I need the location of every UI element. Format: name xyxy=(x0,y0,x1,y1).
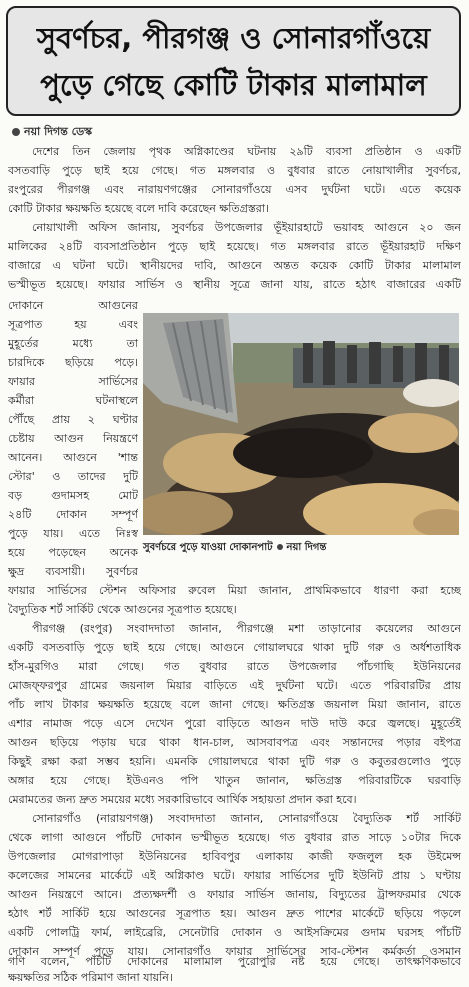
text-line: বড় গুদামসহ মোট xyxy=(8,489,138,502)
text-line: সোনারগাঁও (নারায়ণগঞ্জ) সংবাদদাতা জানান, সোনারগাঁওয়ে বৈদ্যুতিক শর্ট সার্কিট xyxy=(32,812,461,825)
byline xyxy=(12,123,452,141)
news-photo xyxy=(143,313,459,535)
photo-caption xyxy=(143,540,459,556)
text-line: উপজেলার মোগরাপাড়া ইউনিয়নের হাবিবপুর এলাকায় কাজী ফজলুল হক উইমেন্স xyxy=(8,850,461,863)
headline-box xyxy=(6,6,461,116)
text-line: ভস্মীভূত হয়েছে। ফায়ার সার্ভিস ও স্থানীয় সূত্রে জানা যায়, রাতে হঠাৎ বাজারের একটি xyxy=(8,278,461,291)
bullet-icon xyxy=(12,128,20,136)
text-line: চেষ্টায় আগুন নিয়ন্ত্রণে xyxy=(8,432,138,445)
text-line: পীরগঞ্জ (রংপুর) সংবাদদাতা জানান, পীরগঞ্জে মশা তাড়ানোর কয়েলের আগুনে xyxy=(32,622,461,635)
text-line: কর্মীরা ঘটনাস্থলে xyxy=(8,394,138,407)
text-line: স্টোর' ও তাদের দুটি xyxy=(8,470,138,483)
text-line: হঠাৎ শর্ট সার্কিট হয়ে আগুনের সূত্রপাত হয়। আগুন দ্রুত পাশের মার্কেটে ছড়িয়ে পড়লে xyxy=(8,907,461,920)
text-line: ফায়ার সার্ভিসের স্টেশন অফিসার রুবেল মিয়া জানান, প্রাথমিকভাবে ধারণা করা হচ্ছে xyxy=(8,584,461,597)
text-line: পুড়ে যায়। এতে নিঃস্ব xyxy=(8,527,138,540)
text-line: রংপুরের পীরগঞ্জ এবং নারায়ণগঞ্জের সোনারগাঁওয়ে এসব দুর্ঘটনা ঘটে। এতে কয়েক xyxy=(8,183,461,196)
text-line: মেরামতের জন্য দ্রুত সময়ের মধ্যে সরকারিভাবে আর্থিক সহায়তা প্রদান করা হবে। xyxy=(8,793,357,806)
text-line: কলেজের সামনের মার্কেটে এই অগ্নিকাণ্ড ঘটে। ফায়ার সার্ভিসের দুটি ইউনিট প্রায় ১ ঘণ্টায় xyxy=(8,869,461,882)
text-line: একটি পোলট্রি ফার্ম, লাইব্রেরি, সেনেটারি দোকান ও আইসক্রিমের গুদাম ঘরসহ পাঁচটি xyxy=(8,926,461,939)
text-line: কোটি টাকার ক্ষয়ক্ষতি হয়েছে বলে দাবি করেছেন ক্ষতিগ্রস্তরা। xyxy=(8,202,269,215)
text-line: মালিকের ২৪টি ব্যবসাপ্রতিষ্ঠান পুড়ে ছাই হয়েছে। গত মঙ্গলবার রাতে ভূঁইয়ারহাট দক্ষিণ xyxy=(8,240,461,253)
text-line: আগুন নিয়ন্ত্রণে আনে। প্রত্যক্ষদর্শী ও ফায়ার সার্ভিস জানায়, বিদ্যুতের ট্রান্সফরমার থেকে xyxy=(8,888,461,901)
caption-text: সুবর্ণচরে পুড়ে যাওয়া দোকানপাট xyxy=(143,542,273,553)
text-line: কিছুই রক্ষা করা সম্ভব হয়নি। এমনকি গোয়ালঘরে থাকা দুটি গরু ও কবুতরগুলোও পুড়ে xyxy=(8,755,461,768)
text-line: হয়ে পড়েছেন অনেক xyxy=(8,546,138,559)
text-line: আগুন ছড়িয়ে পড়ায় ঘরে থাকা ধান-চাল, আসবাবপত্র এবং সন্তানদের পড়ার বইপত্র xyxy=(8,736,461,749)
text-line: চারদিকে ছড়িয়ে পড়ে। xyxy=(8,356,138,369)
byline-text: নয়া দিগন্ত ডেস্ক xyxy=(24,125,93,138)
text-line: দোকান সম্পূর্ণ পুড়ে যায়। সোনারগাঁও ফায়ার সার্ভিসের সাব-স্টেশন কর্মকর্তা ওসমান xyxy=(8,945,461,958)
text-line: পাঁচ লাখ টাকার ক্ষয়ক্ষতি হয়েছে বলে জানা গেছে। ক্ষতিগ্রস্ত জয়নাল মিয়া জানান, রাতে xyxy=(8,698,461,711)
headline-line-2: পুড়ে গেছে কোটি টাকার মালামাল xyxy=(40,68,427,102)
text-line: ফায়ার সার্ভিসের xyxy=(8,375,138,388)
text-line: নোয়াখালী অফিস জানায়, সুবর্ণচর উপজেলার ভূঁইয়ারহাটে ভয়াবহ আগুনে ২০ জন xyxy=(32,221,461,234)
text-line: মুহূর্তের মধ্যে তা xyxy=(8,337,138,350)
text-line: বসতবাড়ি পুড়ে ছাই হয়ে গেছে। গত মঙ্গলবার ও বুধবার রাতে নোয়াখালীর সুবর্ণচর, xyxy=(8,164,461,177)
text-line: মোজফ্ফরপুর গ্রামের জয়নাল মিয়ার বাড়িতে এই দুর্ঘটনা ঘটে। এতে পরিবারটির প্রায় xyxy=(8,679,461,692)
text-line: ক্ষুদ্র ব্যবসায়ী। সুবর্ণচর xyxy=(8,565,138,578)
text-line: বাজারে এ ঘটনা ঘটে। স্থানীয়দের দাবি, আগুনে অন্তত কয়েক কোটি টাকার মালামাল xyxy=(8,259,461,272)
text-line: হাঁস-মুরগিও মারা গেছে। গত বুধবার রাতে উপজেলার পাঁচগাছি ইউনিয়নের xyxy=(8,660,461,673)
text-line: এশার নামাজ পড়ে এসে দেখেন পুরো বাড়িতে আগুন দাউ দাউ করে জ্বলছে। মুহূর্তেই xyxy=(8,717,461,730)
text-line: বৈদ্যুতিক শর্ট সার্কিট থেকে আগুনের সূত্রপাত হয়েছে। xyxy=(8,603,237,616)
bullet-icon xyxy=(277,544,283,550)
photo-credit: নয়া দিগন্ত xyxy=(286,542,327,553)
text-line: দেশের তিন জেলায় পৃথক অগ্নিকাণ্ডের ঘটনায় ২৯টি ব্যবসা প্রতিষ্ঠান ও একটি xyxy=(32,145,461,158)
text-line: পৌঁছে প্রায় ২ ঘণ্টার xyxy=(8,413,138,426)
text-line: সূত্রপাত হয় এবং xyxy=(8,318,138,331)
text-line: একটি বসতবাড়ি পুড়ে ছাই হয়ে গেছে। আগুনে গোয়ালঘরে থাকা দুটি গরু ও অর্ধশতাধিক xyxy=(8,641,461,654)
text-line: আনেন। আগুনে 'শান্ত xyxy=(8,451,138,464)
burned-shops-photo xyxy=(143,313,459,535)
text-line: অঙ্গার হয়ে গেছে। ইউএনও পপি খাতুন জানান, ক্ষতিগ্রস্ত পরিবারটিকে ঘরবাড়ি xyxy=(8,774,461,787)
headline-line-1: সুবর্ণচর, পীরগঞ্জ ও সোনারগাঁওয়ে xyxy=(36,21,431,55)
text-line: দোকানে আগুনের xyxy=(8,299,138,312)
text-line: থেকে লাগা আগুনে পাঁচটি দোকান ভস্মীভূত হয়েছে। গত বুধবার রাত সাড়ে ১০টার দিকে xyxy=(8,831,461,844)
text-line: ২৪টি দোকান সম্পূর্ণ xyxy=(8,508,138,521)
text-line: গণি বলেন, পাঁচটি দোকানের মালামাল পুরোপুরি নষ্ট হয়ে গেছে। তাৎক্ষণিকভাবে xyxy=(8,955,461,968)
text-line: ক্ষয়ক্ষতির সঠিক পরিমাণ জানা যায়নি। xyxy=(8,971,173,984)
